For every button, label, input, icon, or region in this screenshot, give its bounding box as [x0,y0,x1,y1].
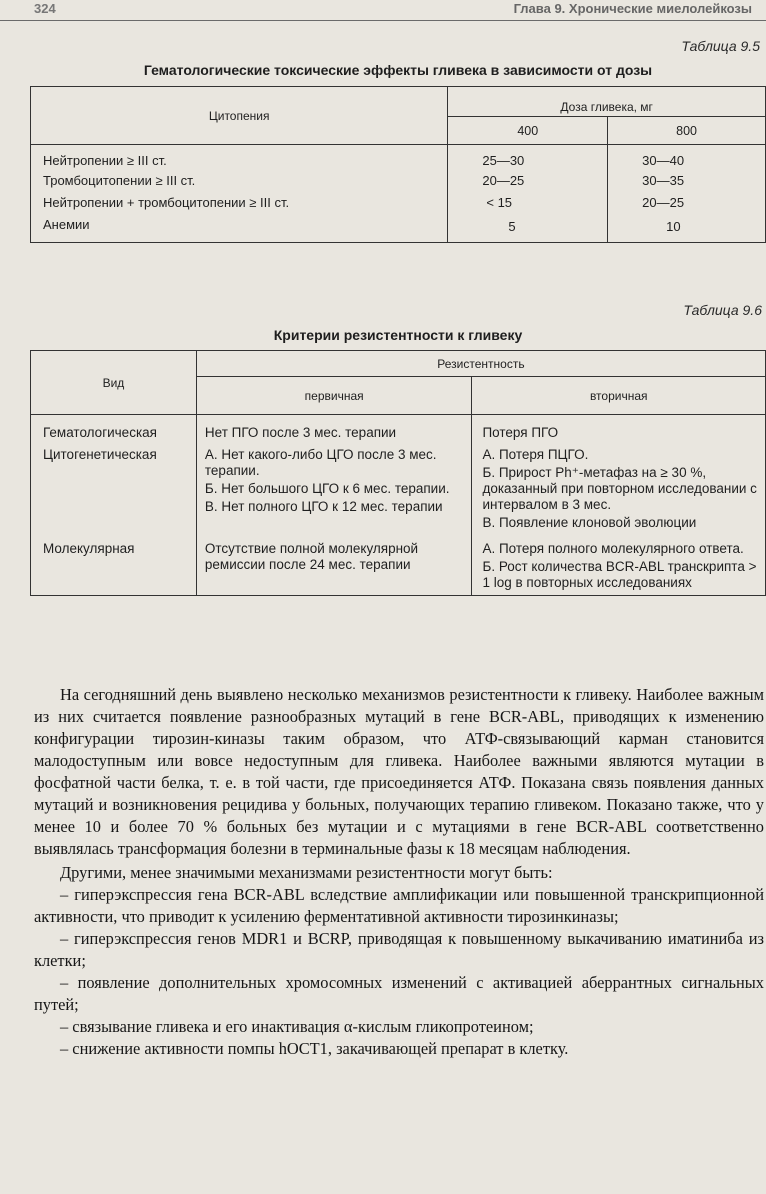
list-item: – снижение активности помпы hOCT1, закачивающей препарат в клетку. [60,1039,569,1058]
table-row [31,191,766,213]
t1-cell-400: 25—30 [448,145,608,169]
running-title: Глава 9. Хронические миелолейкозы [513,1,752,16]
list-item: – гиперэкспрессия генов MDR1 и BCRP, приводящая к повышенному выкачиванию иматиниба из клетки; [34,929,764,970]
t2-row-name: Цитогенетическая [43,447,157,462]
t2-header-primary: первичная [196,377,472,415]
table1-label: Таблица 9.5 [681,38,760,54]
t1-cell-800: 30—40 [608,145,766,169]
table-row [31,169,766,191]
t1-row-name: Анемии [43,216,90,232]
t2-header-resistance: Резистентность [196,351,765,377]
t2-cell-primary: А. Нет какого-либо ЦГО после 3 мес. терапии. Б. Нет большого ЦГО к 6 мес. терапии. В. Нет полного ЦГО к 12 мес. терапии [196,443,472,533]
list-item: – гиперэкспрессия гена BCR-ABL вследствие амплификации или повышенной транскрипционной активности, что приводит к усилению ферментативной активности тирозинкиназы; [34,885,764,926]
table-row [31,415,766,444]
paragraph: На сегодняшний день выявлено несколько механизмов резистентности к гливеку. Наиболее важным из них считается появление разнообразных мутаций в гене BCR-ABL, приводящих к изменению конфигурации тирозин-киназы таким образом, что АТФ-связывающий карман становится малодоступным или вовсе недоступным для гливека. Наиболее важными являются мутации в фосфатной части белка, т. е. в той части, где присоединяется АТФ. Показана связь появления данных мутаций и возникновения рецидива у больных, получающих терапию гливеком. Показано также, что у менее 10 и более 70 % больных без мутации и с мутациями в гене BCR-ABL соответственно выявлялась трансформация болезни в терминальные фазы к 18 месяцам наблюдения. [34,685,764,858]
t1-row-name: Нейтропении + тромбоцитопении ≥ III ст. [43,194,290,210]
table-row [31,213,766,243]
running-head [0,0,766,21]
t1-cell-400: 20—25 [448,169,608,191]
t2-cell-secondary: А. Потеря ПЦГО. Б. Прирост Ph⁺-метафаз на ≥ 30 %, доказанный при повторном исследовании с интервалом в 3 мес. В. Появление клоновой эволюции [472,443,766,533]
table-row [31,145,766,169]
t1-cell-400: < 15 [448,191,608,213]
t1-cell-800: 20—25 [608,191,766,213]
t2-cell-primary: Отсутствие полной молекулярной ремиссии после 24 мес. терапии [196,533,472,596]
table2 [30,350,766,596]
t1-cell-800: 30—35 [608,169,766,191]
t2-header-type: Вид [31,351,197,415]
page-number: 324 [34,1,56,16]
table-row [31,533,766,596]
table1 [30,86,766,243]
body-text [34,684,764,1060]
t1-cell-800: 10 [608,213,766,243]
list-item: – появление дополнительных хромосомных изменений с активацией аберрантных сигнальных путей; [34,973,764,1014]
paragraph: Другими, менее значимыми механизмами резистентности могут быть: [60,863,553,882]
t1-row-name: Нейтропении ≥ III ст. [43,153,167,168]
t2-cell-secondary: А. Потеря полного молекулярного ответа. Б. Рост количества BCR-ABL транскрипта > 1 log в повторных исследованиях [472,533,766,596]
t1-header-dose: Доза гливека, мг [448,87,766,117]
t1-cell-400: 5 [448,213,608,243]
list-item: – связывание гливека и его инактивация α-кислым гликопротеином; [60,1017,534,1036]
t2-cell-secondary: Потеря ПГО [472,415,766,444]
t2-cell-primary: Нет ПГО после 3 мес. терапии [196,415,472,444]
t1-row-name: Тромбоцитопении ≥ III ст. [43,172,196,188]
table2-label: Таблица 9.6 [683,302,762,318]
t2-header-secondary: вторичная [472,377,766,415]
table2-title: Критерии резистентности к гливеку [273,327,523,343]
t1-header-cytopenia: Цитопения [31,87,448,145]
table1-title: Гематологические токсические эффекты гливека в зависимости от дозы [143,62,653,78]
t1-header-400: 400 [448,117,608,145]
table-row [31,443,766,533]
t2-row-name: Гематологическая [43,425,157,440]
t1-header-800: 800 [608,117,766,145]
t2-row-name: Молекулярная [43,541,135,556]
